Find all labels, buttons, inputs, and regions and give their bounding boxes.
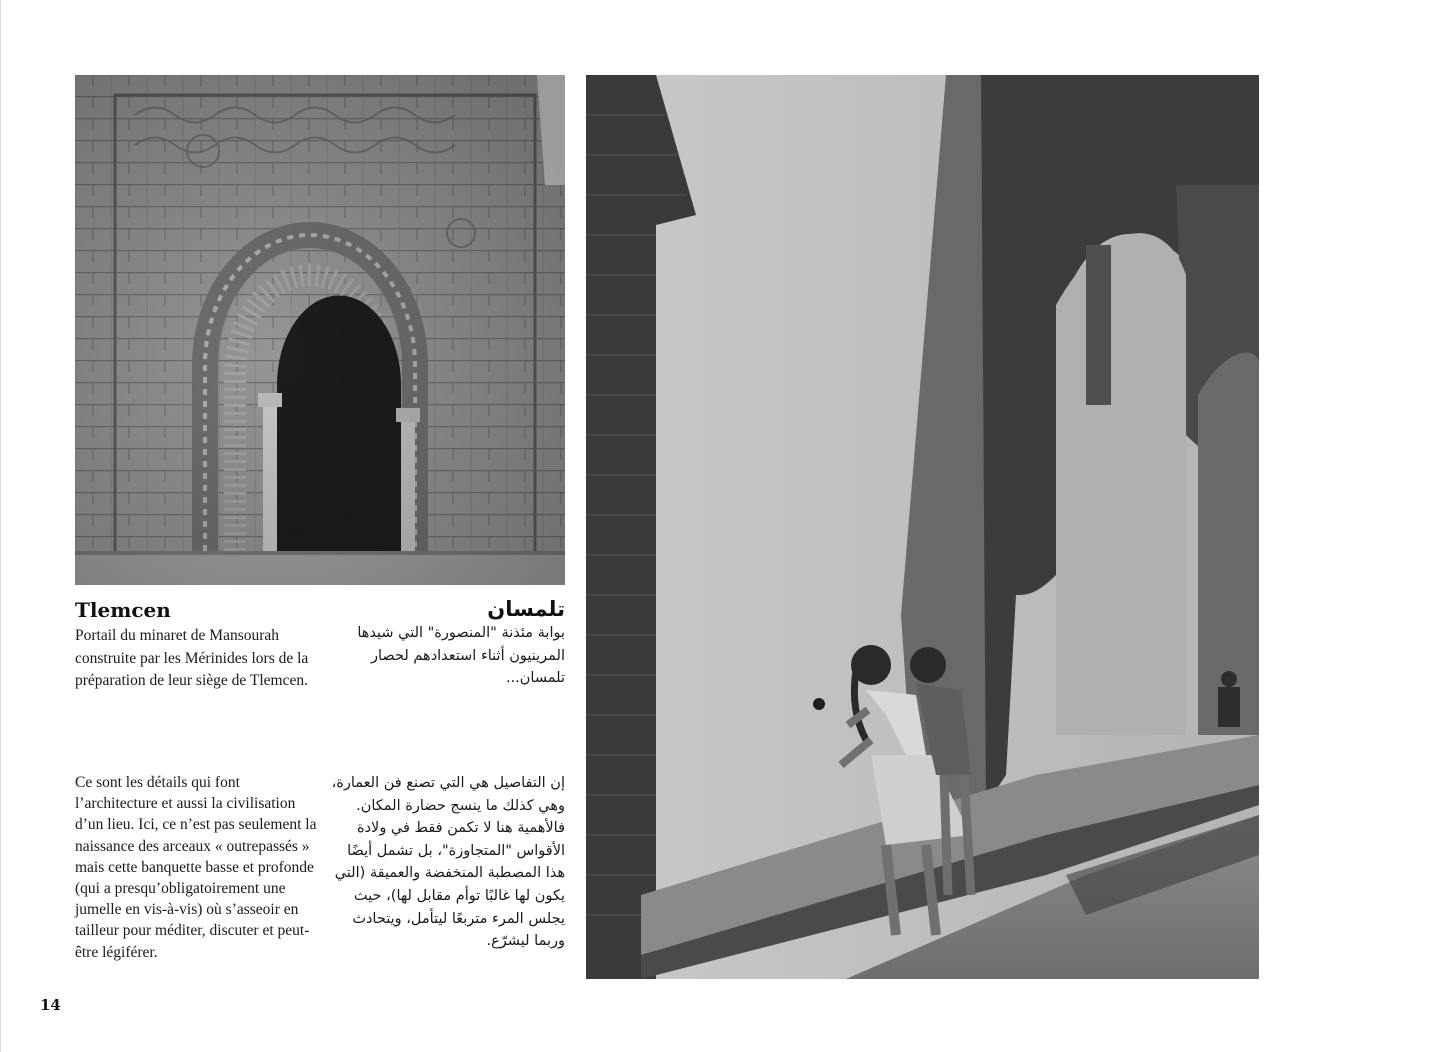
caption-title-fr: Tlemcen: [75, 598, 171, 622]
body-text-ar: إن التفاصيل هي التي تصنع فن العمارة، وهي كذلك ما ينسج حضارة المكان. فالأهمية هنا لا تكمن فقط في ولادة الأقواس "المتجاوزة"، بل تشمل أيضًا هذا المصطبة المنخفضة والعميقة (التي يكون لها غالبًا توأم مقابل لها)، حيث يجلس المرء متربعًا ليتأمل، ويتحادث وربما ليشرّع.: [331, 775, 565, 950]
caption-text-fr: Portail du minaret de Mansourah construite par les Mérinides lors de la préparation de leur siège de Tlemcen.: [75, 627, 309, 689]
photo-mansourah-portal: [75, 75, 565, 585]
caption-title-ar: تلمسان: [487, 597, 565, 621]
caption-text-ar: بوابة مئذنة "المنصورة" التي شيدها المرينيون أثناء استعدادهم لحصار تلمسان...: [357, 625, 565, 686]
page-edge: [0, 0, 1, 1052]
body-text-fr: Ce sont les détails qui font l’architecture et aussi la civilisation d’un lieu. Ici, ce n’est pas seulement la naissance des arceaux « outrepassés » mais cette banquette basse et profonde (qui a presqu’obligatoirement une jumelle en vis-à-vis) où s’asseoir en tailleur pour méditer, discuter et peut-être légiférer.: [75, 774, 317, 961]
photo-courtyard-children: [586, 75, 1259, 979]
page-number: 14: [40, 996, 61, 1014]
